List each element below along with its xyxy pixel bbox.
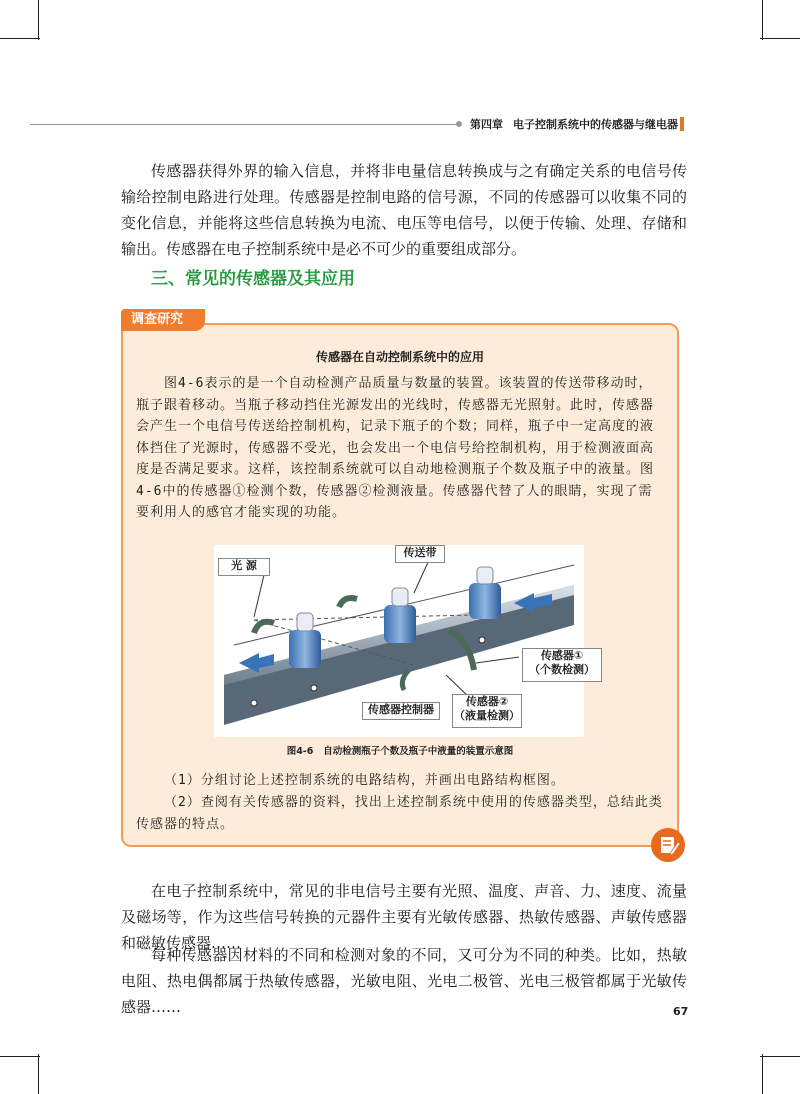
label-controller: 传感器控制器 [362,702,440,720]
header-rule [30,124,460,125]
edit-button[interactable] [651,828,685,862]
figure-number: 图4-6 [286,746,314,757]
label-conveyor: 传送带 [395,545,445,563]
running-header [470,116,678,132]
crop-mark [760,1056,800,1057]
research-title: 传感器在自动控制系统中的应用 [315,350,484,364]
header-chapter: 第四章 [470,118,503,131]
crop-mark [38,0,39,40]
figure-caption [0,743,800,757]
paragraph-3: 每种传感器因材料的不同和检测对象的不同，又可分为不同的种类。比如，热敏电阻、热电偶都属于热敏传感器，光敏电阻、光电二极管、光电三极管都属于光敏传感器…… [121,946,687,1016]
crop-mark [760,38,800,39]
header-accent-bar [680,117,684,131]
intro-paragraph: 传感器获得外界的输入信息，并将非电量信息转换成与之有确定关系的电信号传输给控制电路进行处理。传感器是控制电路的信号源，不同的传感器可以收集不同的变化信息，并能将这些信息转换为电流、电压等电信号，以便于传输、处理、存储和输出。传感器在电子控制系统中是必不可少的重要组成部分。 [121,162,687,258]
task-1: （1）分组讨论上述控制系统的电路结构，并画出电路结构框图。 [164,773,565,788]
label-sensor-1 [522,648,602,682]
header-title: 电子控制系统中的传感器与继电器 [513,118,678,131]
label-sensor-1-line1: 传感器① [540,649,584,662]
crop-mark [38,1054,39,1094]
figure-caption-text: 自动检测瓶子个数及瓶子中液量的装置示意图 [323,746,514,757]
research-paragraph: 图4-6表示的是一个自动检测产品质量与数量的装置。该装置的传送带移动时，瓶子跟着移动。当瓶子移动挡住光源发出的光线时，传感器无光照射。此时，传感器会产生一个电信号传送给控制机构，记录下瓶子的个数；同样，瓶子中一定高度的液体挡住了光源时，传感器不受光，也会发出一个电信号给控制机构，用于检测液面高度是否满足要求。这样，该控制系统就可以自动地检测瓶子个数及瓶子中的液量。图4-6中的传感器①检测个数，传感器②检测液量。传感器代替了人的眼睛，实现了需要利用人的感官才能实现的功能。 [136,376,655,520]
task-2: （2）查阅有关传感器的资料，找出上述控制系统中使用的传感器类型，总结此类传感器的特点。 [136,795,663,832]
page-number: 67 [673,1005,689,1018]
research-tag: 调查研究 [121,309,205,331]
crop-mark [0,1056,40,1057]
section-title: 三、常见的传感器及其应用 [151,269,355,289]
label-sensor-2-line2: （液量检测） [454,709,520,722]
label-sensor-2-line1: 传感器② [465,695,509,708]
label-sensor-2 [452,694,522,728]
label-light-source: 光 源 [218,558,270,576]
crop-mark [762,1054,763,1094]
header-dot [456,121,462,127]
label-sensor-1-line2: （个数检测） [529,663,595,676]
crop-mark [762,0,763,40]
paragraph-2: 在电子控制系统中，常见的非电信号主要有光照、温度、声音、力、速度、流量及磁场等，作为这些信号转换的元器件主要有光敏传感器、热敏传感器、声敏传感器和磁敏传感器…… [121,882,687,952]
edit-icon [651,828,685,862]
crop-mark [0,38,40,39]
